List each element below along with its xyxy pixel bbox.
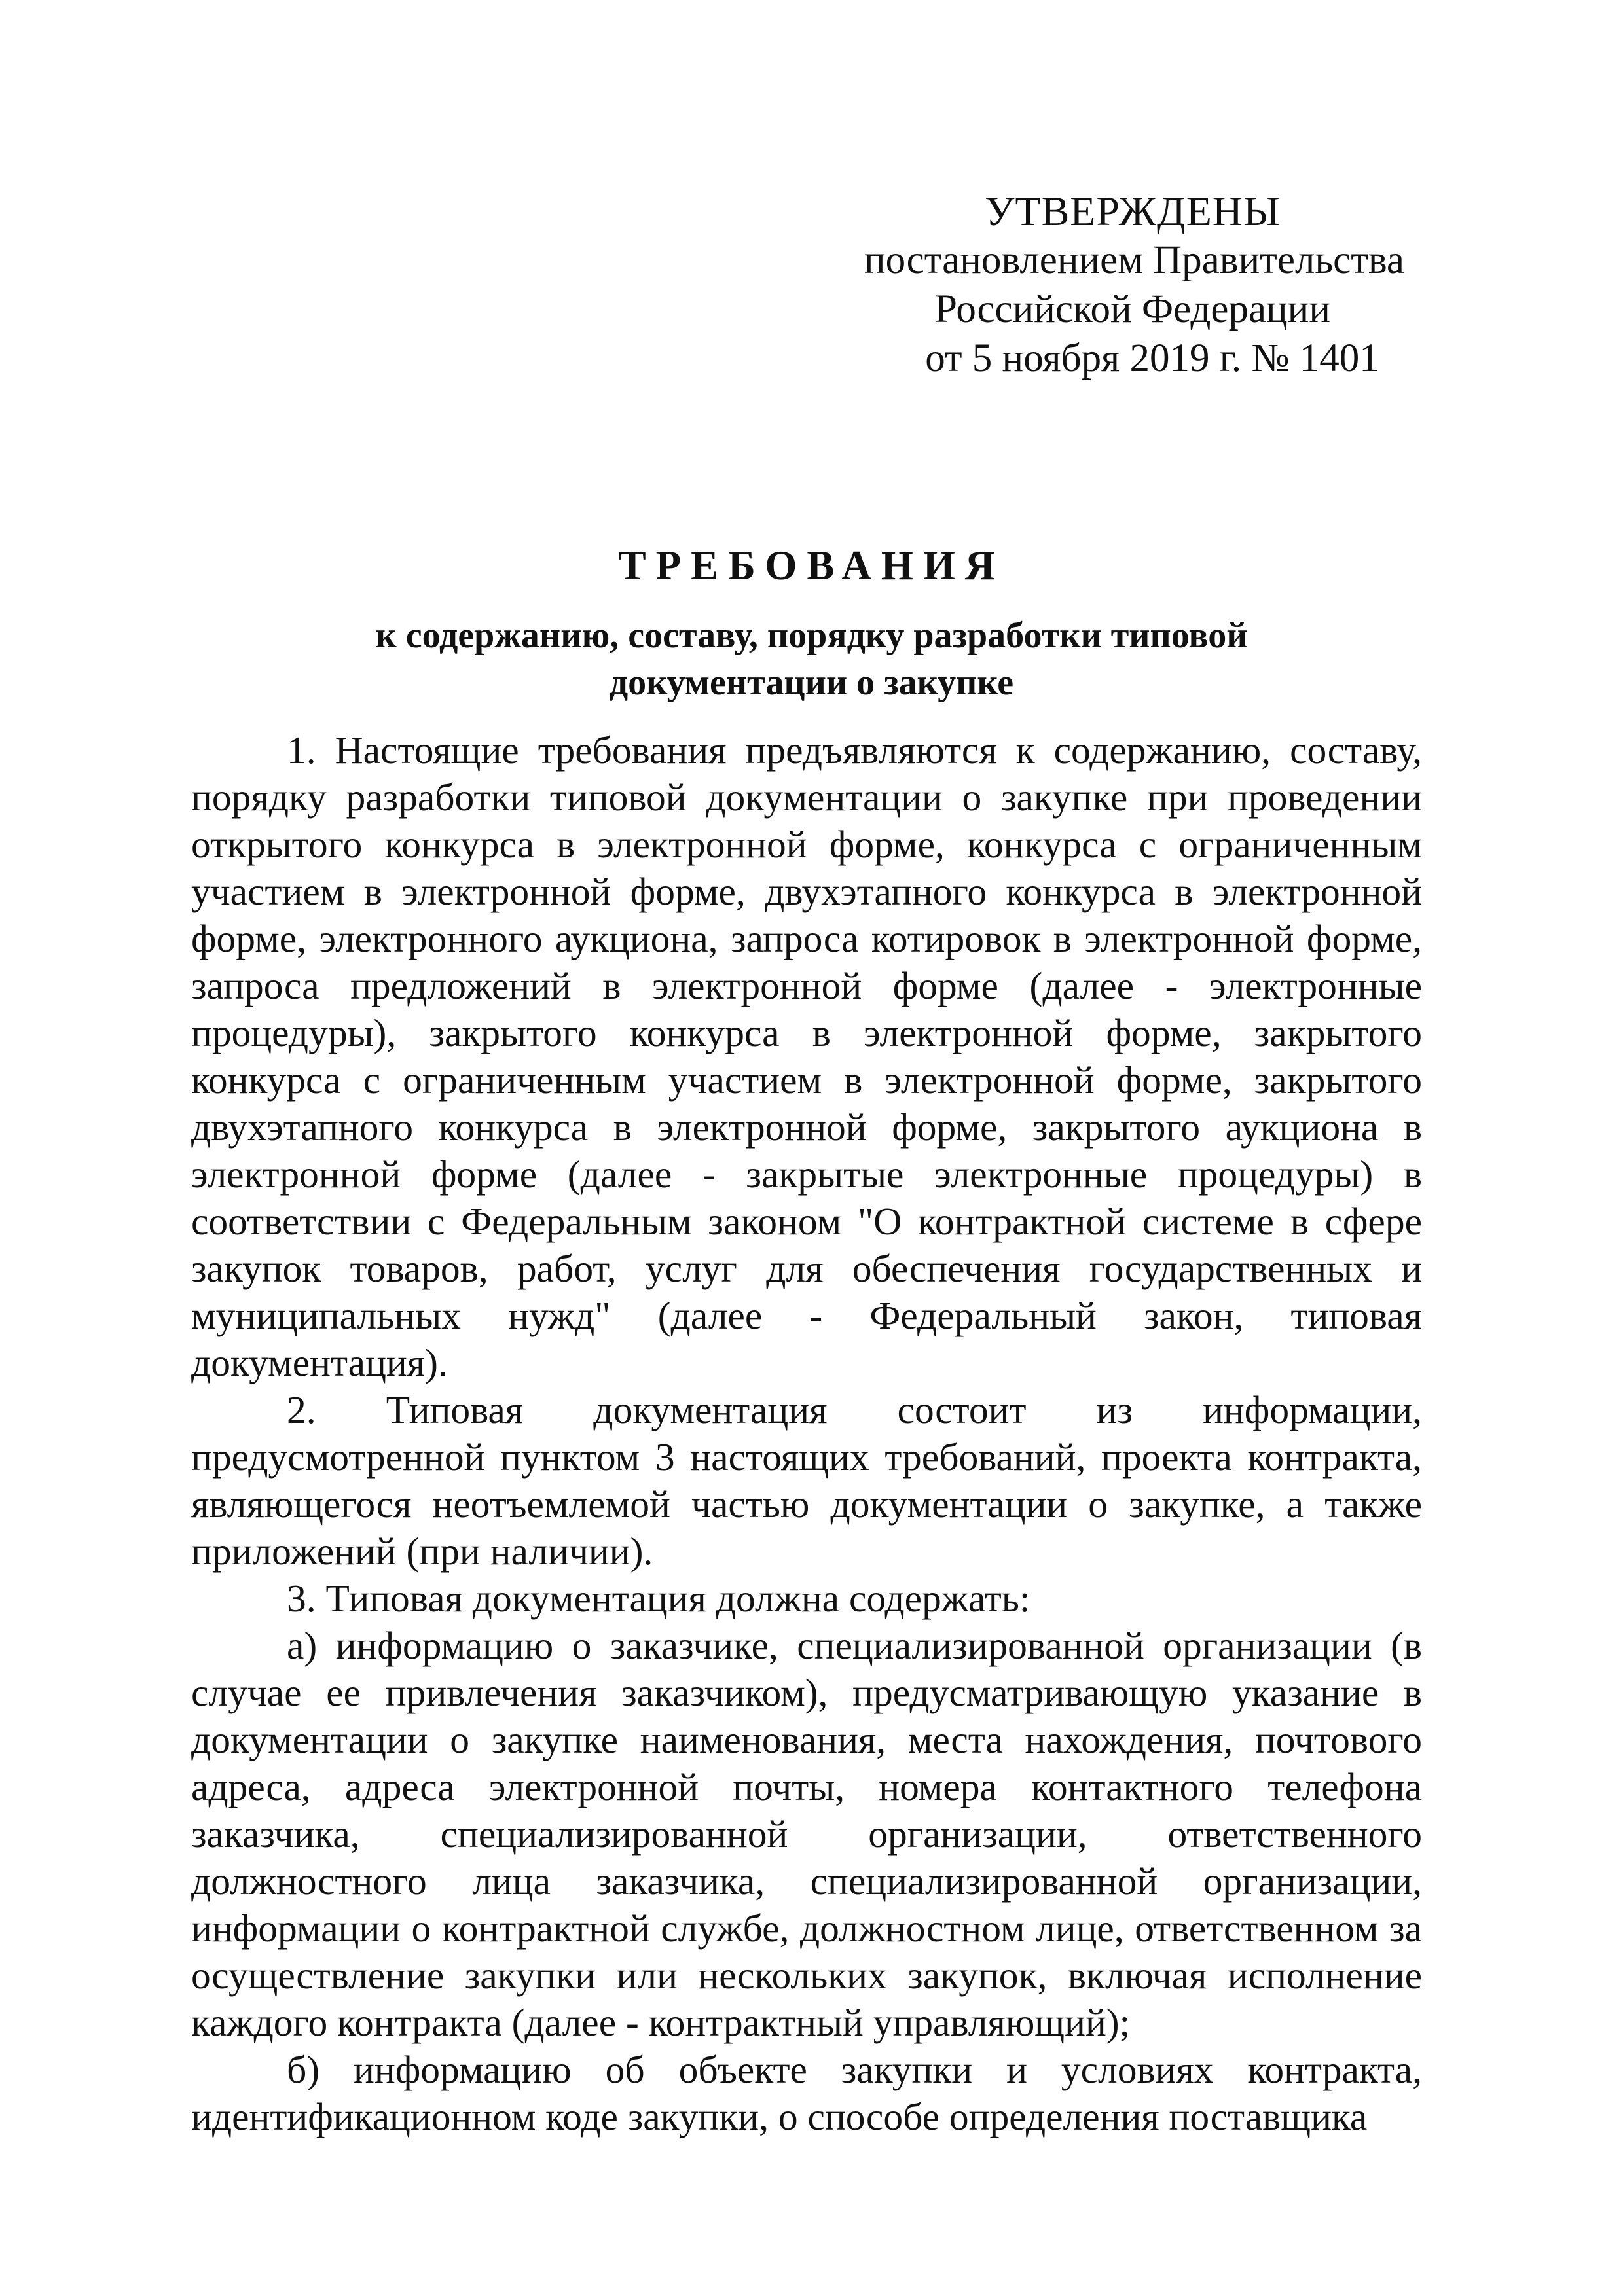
paragraph-3: 3. Типовая документация должна содержать:	[287, 1577, 1030, 1620]
paragraph-3a: а) информацию о заказчике, специализированной организации (в случае ее привлечения заказчиком), предусматривающую указание в документации о закупке наименования, места нахождения, почтового адреса, адреса электронной почты, номера контактного телефона заказчика, специализированной организации, ответственного должностного лица заказчика, специализированной организации, информации о контрактной службе, должностном лице, ответственном за осуществление закупки или нескольких закупок, включая исполнение каждого контракта (далее - контрактный управляющий);	[191, 1624, 1422, 2044]
document-subtitle-line-2: документации о закупке	[609, 662, 1014, 703]
paragraph-3b: б) информацию об объекте закупки и условиях контракта, идентификационном коде закупки, о способе определения поставщика	[191, 2048, 1422, 2138]
approval-stamp	[864, 187, 1404, 383]
document-title: ТРЕБОВАНИЯ	[618, 543, 1005, 588]
approval-line-resolution: постановлением Правительства	[864, 238, 1404, 282]
paragraph-1: 1. Настоящие требования предъявляются к содержанию, составу, порядку разработки типовой документации о закупке при проведении открытого конкурса в электронной форме, конкурса с ограниченным участием в электронной форме, двухэтапного конкурса в электронной форме, электронного аукциона, запроса котировок в электронной форме, запроса предложений в электронной форме (далее - электронные процедуры), закрытого конкурса в электронной форме, закрытого конкурса с ограниченным участием в электронной форме, закрытого двухэтапного конкурса в электронной форме, закрытого аукциона в электронной форме (далее - закрытые электронные процедуры) в соответствии с Федеральным законом "О контрактной системе в сфере закупок товаров, работ, услуг для обеспечения государственных и муниципальных нужд" (далее - Федеральный закон, типовая документация).	[191, 728, 1422, 1384]
approval-line-government: Российской Федерации	[935, 287, 1330, 331]
approval-title: УТВЕРЖДЕНЫ	[985, 188, 1281, 234]
paragraph-2: 2. Типовая документация состоит из информации, предусмотренной пунктом 3 настоящих требований, проекта контракта, являющегося неотъемлемой частью документации о закупке, а также приложений (при наличии).	[191, 1388, 1422, 1573]
document-subtitle	[0, 612, 1623, 706]
document-subtitle-line-1: к содержанию, составу, порядку разработки типовой	[375, 615, 1248, 656]
approval-line-date: от 5 ноября 2019 г. № 1401	[925, 336, 1379, 380]
document-body	[191, 726, 1422, 2140]
